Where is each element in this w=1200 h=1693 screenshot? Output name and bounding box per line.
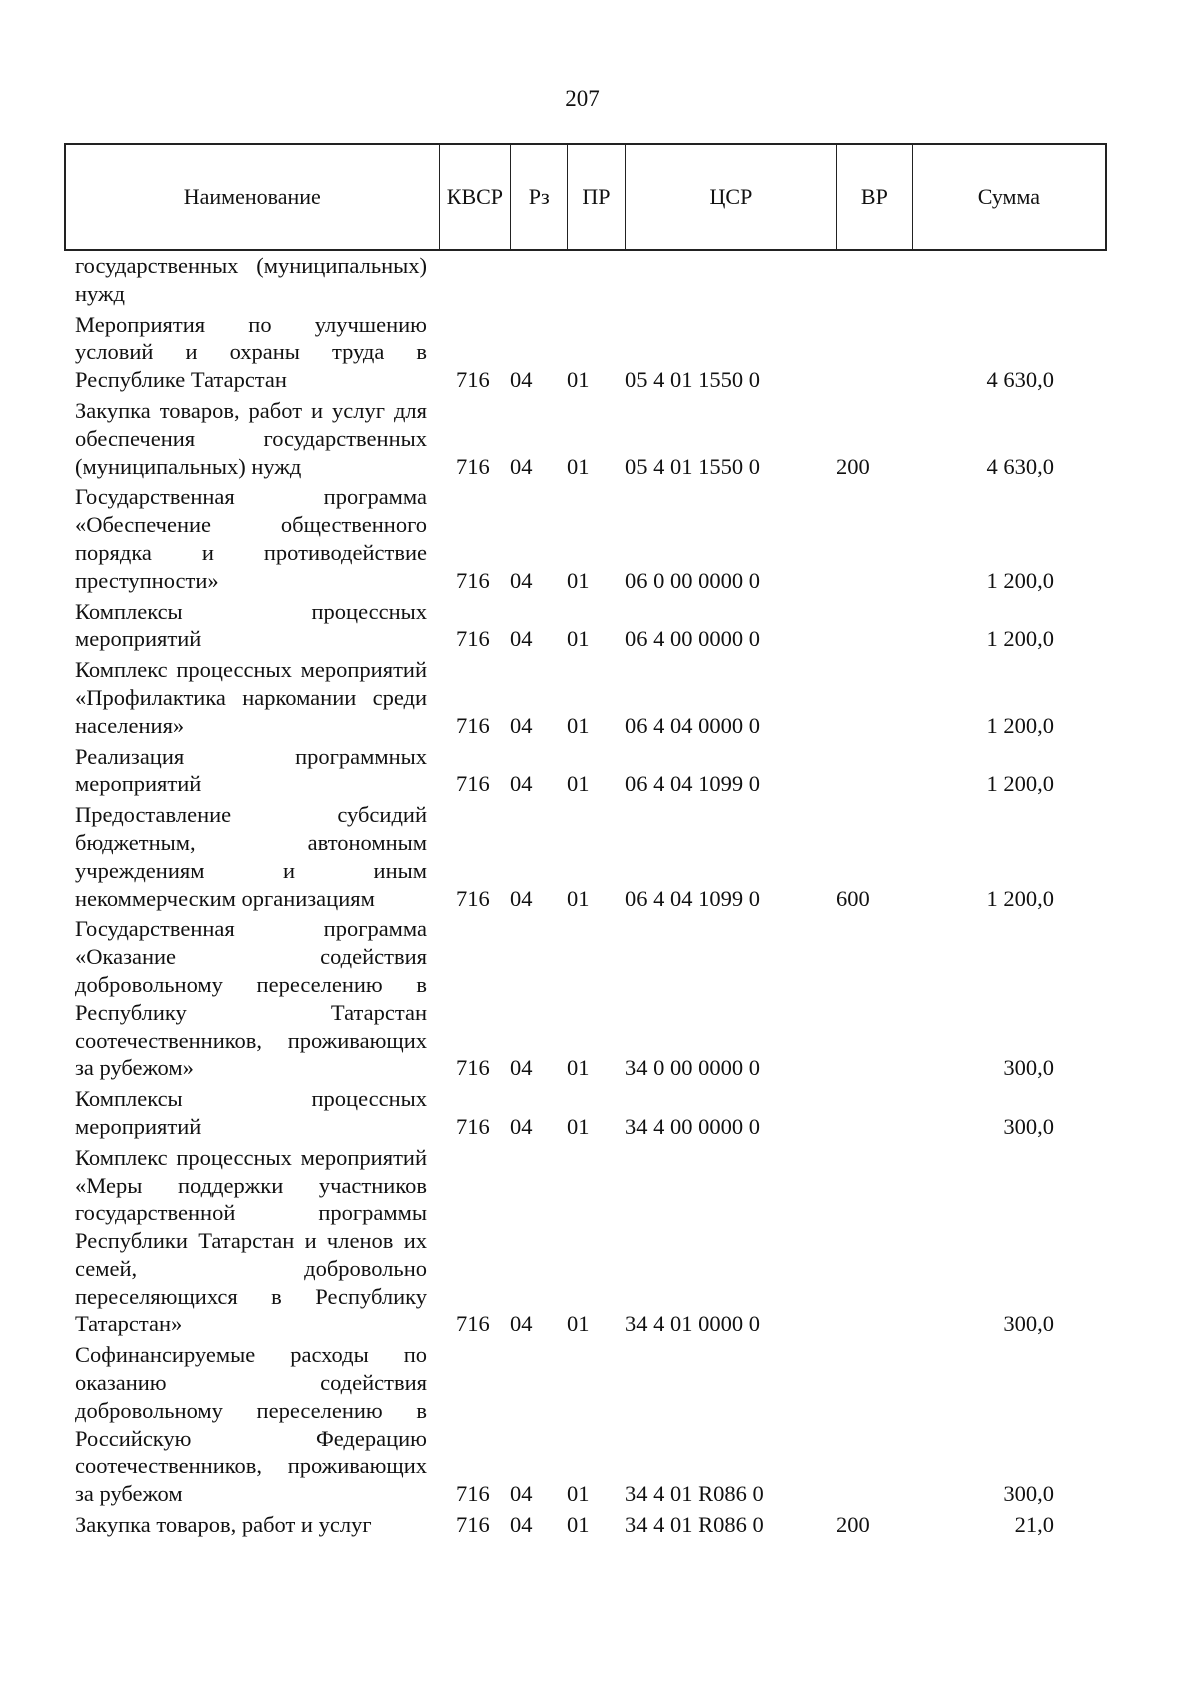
row-pr: 01 xyxy=(567,1055,590,1081)
row-pr: 01 xyxy=(567,626,590,652)
row-kvsr: 716 xyxy=(456,1055,490,1081)
table-row xyxy=(75,743,1105,799)
row-vr: 200 xyxy=(836,453,870,479)
row-rz: 04 xyxy=(510,367,533,393)
row-vr: 600 xyxy=(836,885,870,911)
column-header-sum: Сумма xyxy=(977,184,1040,209)
row-sum: 1 200,0 xyxy=(986,885,1054,911)
row-vr: 200 xyxy=(836,1512,870,1538)
table-row xyxy=(75,1144,1105,1339)
row-sum: 1 200,0 xyxy=(986,626,1054,652)
row-rz: 04 xyxy=(510,626,533,652)
row-sum: 1 200,0 xyxy=(986,771,1054,797)
row-kvsr: 716 xyxy=(456,1311,490,1337)
row-pr: 01 xyxy=(567,367,590,393)
row-sum: 300,0 xyxy=(1003,1113,1054,1139)
table-row xyxy=(75,311,1105,394)
row-csr: 34 4 01 R086 0 xyxy=(625,1512,764,1538)
row-sum: 300,0 xyxy=(1003,1311,1054,1337)
row-name: Закупка товаров, работ и услуг для обеспечения государственных (муниципальных) нужд xyxy=(75,397,427,479)
row-rz: 04 xyxy=(510,885,533,911)
table-row xyxy=(75,598,1105,654)
row-name: Мероприятия по улучшению условий и охраны труда в Республике Татарстан xyxy=(75,311,427,393)
row-sum: 21,0 xyxy=(1014,1512,1054,1538)
column-header-csr: ЦСР xyxy=(626,145,837,249)
table-row xyxy=(75,656,1105,739)
row-kvsr: 716 xyxy=(456,567,490,593)
row-sum: 300,0 xyxy=(1003,1481,1054,1507)
row-sum: 4 630,0 xyxy=(986,367,1054,393)
table-row xyxy=(75,801,1105,912)
row-pr: 01 xyxy=(567,1512,590,1538)
row-kvsr: 716 xyxy=(456,885,490,911)
row-kvsr: 716 xyxy=(456,1113,490,1139)
table-row xyxy=(75,915,1105,1082)
row-pr: 01 xyxy=(567,567,590,593)
row-name: государственных (муниципальных) нужд xyxy=(75,253,427,306)
column-header-pr: ПР xyxy=(568,145,626,249)
row-rz: 04 xyxy=(510,1481,533,1507)
row-kvsr: 716 xyxy=(456,626,490,652)
row-kvsr: 716 xyxy=(456,771,490,797)
column-header-kvsr: КВСР xyxy=(440,145,512,249)
row-sum: 4 630,0 xyxy=(986,453,1054,479)
table-row xyxy=(75,1085,1105,1141)
row-name: Предоставление субсидий бюджетным, автономным учреждениям и иным некоммерческим организациям xyxy=(75,802,427,911)
row-rz: 04 xyxy=(510,712,533,738)
row-name: Комплексы процессных мероприятий xyxy=(75,1086,427,1139)
row-pr: 01 xyxy=(567,453,590,479)
row-name: Реализация программных мероприятий xyxy=(75,743,427,797)
row-name: Софинансируемые расходы по оказанию содействия добровольному переселению в Российскую Федерацию соотечественников, проживающих за рубежом xyxy=(75,1342,427,1507)
row-csr: 06 4 04 0000 0 xyxy=(625,712,760,738)
table-row xyxy=(75,483,1105,594)
row-kvsr: 716 xyxy=(456,712,490,738)
row-csr: 06 4 00 0000 0 xyxy=(625,626,760,652)
row-kvsr: 716 xyxy=(456,367,490,393)
row-csr: 06 4 04 1099 0 xyxy=(625,885,760,911)
row-name: Закупка товаров, работ и услуг xyxy=(75,1512,372,1538)
row-csr: 05 4 01 1550 0 xyxy=(625,367,760,393)
row-rz: 04 xyxy=(510,1055,533,1081)
row-sum: 1 200,0 xyxy=(986,712,1054,738)
row-name: Комплекс процессных мероприятий «Меры поддержки участников государственной программы Республики Татарстан и членов их семей, добровольно переселяющихся в Республику Татарстан» xyxy=(75,1144,427,1337)
table-row xyxy=(75,1511,1105,1539)
row-pr: 01 xyxy=(567,712,590,738)
row-csr: 34 4 01 R086 0 xyxy=(625,1481,764,1507)
row-rz: 04 xyxy=(510,1311,533,1337)
table-row xyxy=(75,1341,1105,1508)
column-header-vr: ВР xyxy=(837,145,913,249)
row-rz: 04 xyxy=(510,567,533,593)
row-csr: 06 4 04 1099 0 xyxy=(625,771,760,797)
row-name: Комплекс процессных мероприятий «Профилактика наркомании среди населения» xyxy=(75,657,427,738)
page-number: 207 xyxy=(565,86,600,111)
column-header-rz: Рз xyxy=(511,145,568,249)
table-row xyxy=(75,252,1105,308)
row-rz: 04 xyxy=(510,453,533,479)
row-sum: 300,0 xyxy=(1003,1055,1054,1081)
table-header xyxy=(64,143,1107,251)
row-csr: 34 4 01 0000 0 xyxy=(625,1311,760,1337)
row-rz: 04 xyxy=(510,1512,533,1538)
column-header-name: Наименование xyxy=(66,145,440,249)
row-pr: 01 xyxy=(567,1311,590,1337)
row-csr: 34 0 00 0000 0 xyxy=(625,1055,760,1081)
table-row xyxy=(75,397,1105,480)
row-pr: 01 xyxy=(567,1481,590,1507)
row-csr: 05 4 01 1550 0 xyxy=(625,453,760,479)
row-csr: 34 4 00 0000 0 xyxy=(625,1113,760,1139)
row-name: Государственная программа «Оказание содействия добровольному переселению в Республику Татарстан соотечественников, проживающих за рубежом» xyxy=(75,916,427,1081)
row-sum: 1 200,0 xyxy=(986,567,1054,593)
table-body xyxy=(75,252,1105,1542)
row-rz: 04 xyxy=(510,1113,533,1139)
row-kvsr: 716 xyxy=(456,453,490,479)
row-csr: 06 0 00 0000 0 xyxy=(625,567,760,593)
row-pr: 01 xyxy=(567,771,590,797)
row-rz: 04 xyxy=(510,771,533,797)
row-name: Государственная программа «Обеспечение общественного порядка и противодействие преступности» xyxy=(75,484,427,593)
row-pr: 01 xyxy=(567,1113,590,1139)
row-name: Комплексы процессных мероприятий xyxy=(75,598,427,652)
row-pr: 01 xyxy=(567,885,590,911)
row-kvsr: 716 xyxy=(456,1481,490,1507)
row-kvsr: 716 xyxy=(456,1512,490,1538)
